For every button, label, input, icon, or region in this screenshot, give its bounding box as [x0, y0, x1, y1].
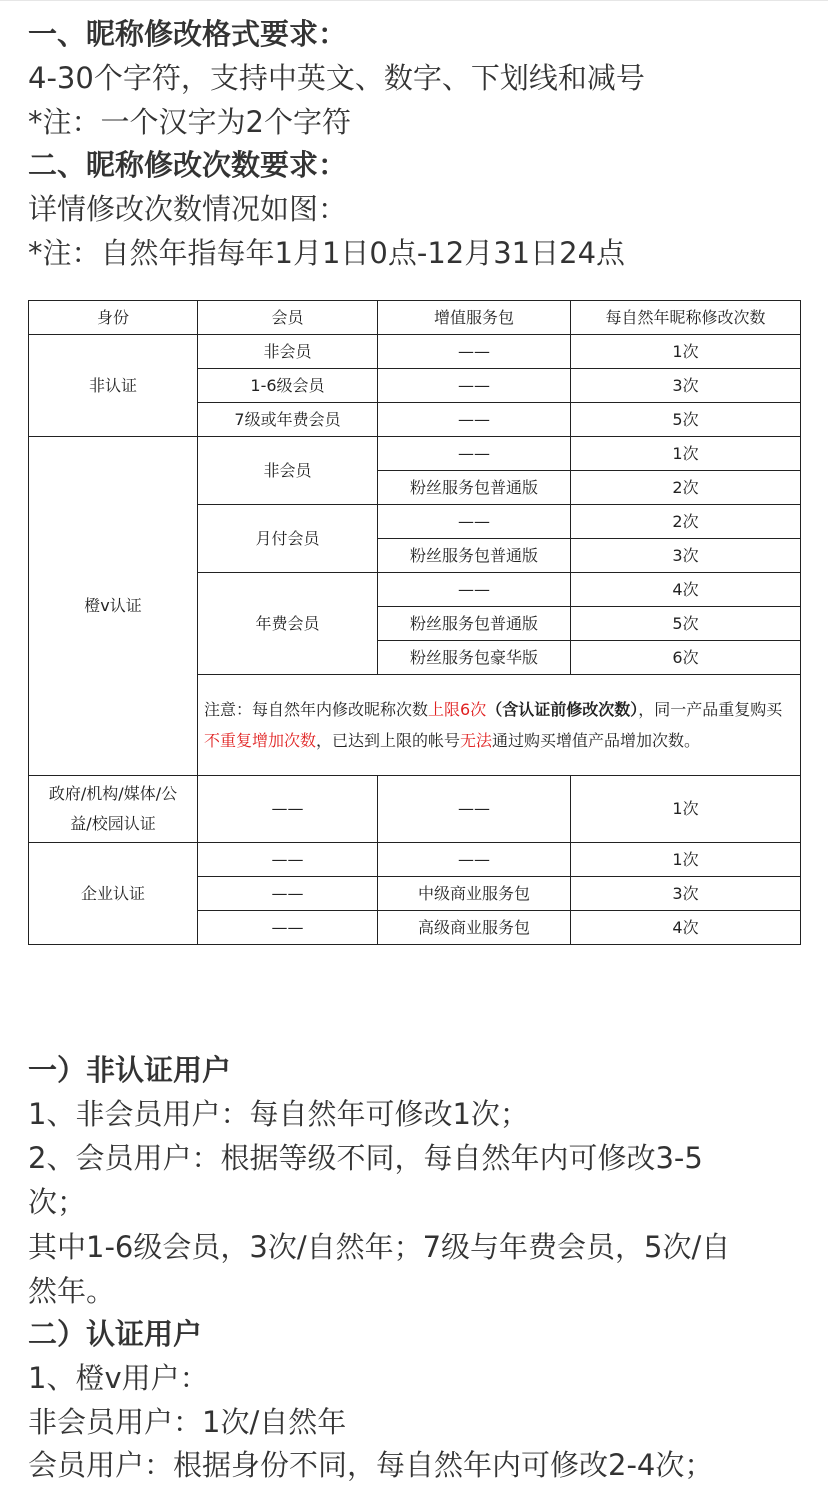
format-note: *注：一个汉字为2个字符 — [28, 105, 351, 139]
table-row — [29, 335, 801, 369]
count-intro: 详情修改次数情况如图： — [28, 192, 348, 226]
package-cell: —— — [378, 403, 571, 437]
member-cell: —— — [198, 776, 378, 843]
limit-note — [198, 675, 801, 776]
note-text: ，同一产品重复购买 — [638, 700, 783, 719]
package-cell: —— — [378, 437, 571, 471]
orange-v-non-member: 非会员用户：1次/自然年 — [28, 1405, 347, 1439]
count-cell: 1次 — [571, 776, 801, 843]
count-cell: 1次 — [571, 335, 801, 369]
package-cell: 粉丝服务包普通版 — [378, 539, 571, 573]
package-cell: —— — [378, 573, 571, 607]
top-divider — [0, 0, 828, 1]
section-heading-count: 二、昵称修改次数要求： — [28, 148, 348, 182]
note-no-repeat-highlight: 不重复增加次数 — [204, 731, 317, 750]
orange-v-member: 会员用户：根据身份不同，每自然年内可修改2-4次； — [28, 1448, 714, 1482]
count-cell: 4次 — [571, 573, 801, 607]
count-cell: 3次 — [571, 877, 801, 911]
non-cert-heading: 一）非认证用户 — [28, 1053, 232, 1087]
package-cell: 粉丝服务包豪华版 — [378, 641, 571, 675]
identity-cell: 非认证 — [29, 335, 198, 437]
note-text: 通过购买增值产品增加次数。 — [492, 731, 701, 750]
non-cert-rule-3b: 然年。 — [28, 1274, 116, 1308]
header-member: 会员 — [198, 301, 378, 335]
member-cell: 非会员 — [198, 437, 378, 505]
count-cell: 3次 — [571, 539, 801, 573]
member-cell: 1-6级会员 — [198, 369, 378, 403]
header-identity: 身份 — [29, 301, 198, 335]
non-cert-rule-1: 1、非会员用户：每自然年可修改1次； — [28, 1097, 529, 1131]
nickname-change-table — [28, 300, 801, 945]
package-cell: —— — [378, 505, 571, 539]
note-cannot-highlight: 无法 — [460, 731, 493, 750]
count-cell: 1次 — [571, 843, 801, 877]
note-text: ，已达到上限的帐号 — [316, 731, 461, 750]
cert-heading: 二）认证用户 — [28, 1317, 203, 1351]
member-cell: 年费会员 — [198, 573, 378, 675]
table-row — [29, 843, 801, 877]
identity-cell: 企业认证 — [29, 843, 198, 945]
member-cell: —— — [198, 843, 378, 877]
identity-cell — [29, 776, 198, 843]
count-cell: 3次 — [571, 369, 801, 403]
table-row — [29, 776, 801, 843]
count-cell: 5次 — [571, 403, 801, 437]
package-cell: 中级商业服务包 — [378, 877, 571, 911]
non-cert-rule-2a: 2、会员用户：根据等级不同，每自然年内可修改3-5 — [28, 1141, 703, 1175]
member-cell: —— — [198, 877, 378, 911]
identity-line: 益/校园认证 — [70, 814, 156, 833]
identity-cell: 橙v认证 — [29, 437, 198, 776]
count-cell: 6次 — [571, 641, 801, 675]
package-cell: 粉丝服务包普通版 — [378, 471, 571, 505]
format-rule: 4-30个字符，支持中英文、数字、下划线和减号 — [28, 61, 645, 95]
note-limit-highlight: 上限6次 — [428, 700, 487, 719]
member-cell: 非会员 — [198, 335, 378, 369]
identity-line: 政府/机构/媒体/公 — [48, 784, 178, 803]
member-cell: 月付会员 — [198, 505, 378, 573]
count-cell: 2次 — [571, 505, 801, 539]
count-cell: 2次 — [571, 471, 801, 505]
count-cell: 5次 — [571, 607, 801, 641]
count-cell: 1次 — [571, 437, 801, 471]
table-header-row — [29, 301, 801, 335]
package-cell: 粉丝服务包普通版 — [378, 607, 571, 641]
package-cell: —— — [378, 335, 571, 369]
non-cert-rule-3a: 其中1-6级会员，3次/自然年；7级与年费会员，5次/自 — [28, 1230, 731, 1264]
member-cell: —— — [198, 911, 378, 945]
header-package: 增值服务包 — [378, 301, 571, 335]
header-count: 每自然年昵称修改次数 — [571, 301, 801, 335]
package-cell: —— — [378, 843, 571, 877]
note-text: 注意：每自然年内修改昵称次数 — [204, 700, 429, 719]
non-cert-rule-2b: 次； — [28, 1185, 87, 1219]
package-cell: 高级商业服务包 — [378, 911, 571, 945]
note-bold: （含认证前修改次数） — [486, 700, 639, 719]
count-cell: 4次 — [571, 911, 801, 945]
natural-year-note: *注：自然年指每年1月1日0点-12月31日24点 — [28, 236, 626, 270]
table-row — [29, 437, 801, 471]
orange-v-heading: 1、橙v用户： — [28, 1361, 209, 1395]
package-cell: —— — [378, 369, 571, 403]
member-cell: 7级或年费会员 — [198, 403, 378, 437]
package-cell: —— — [378, 776, 571, 843]
section-heading-format: 一、昵称修改格式要求： — [28, 17, 348, 51]
